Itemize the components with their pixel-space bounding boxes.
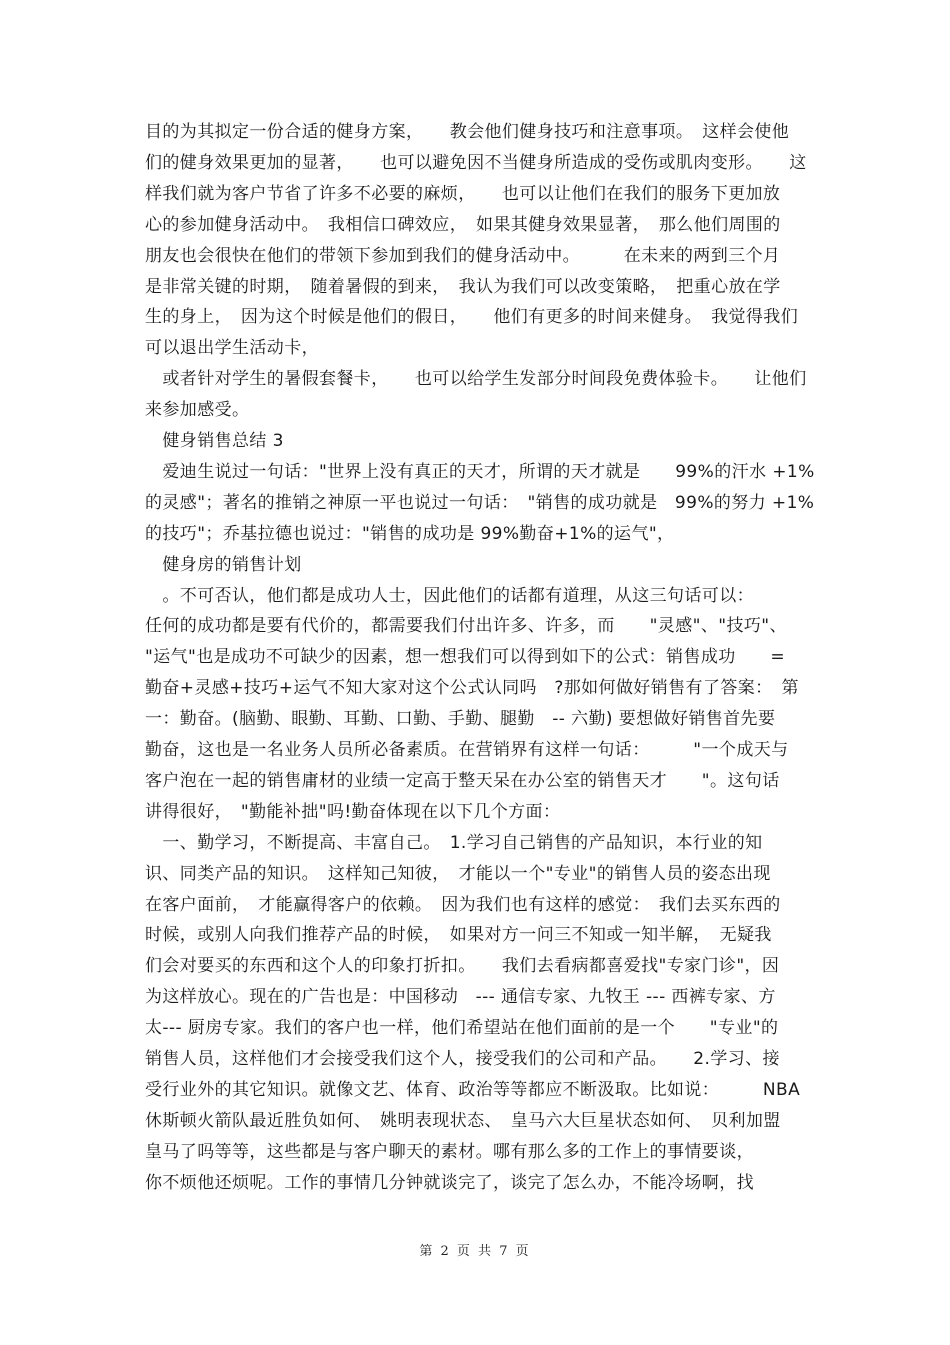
text-line: 勤奋，这也是一名业务人员所必备素质。在营销界有这样一句话： "一个成天与 (145, 740, 789, 760)
text-line: 健身房的销售计划 (145, 555, 302, 575)
text-line: 一：勤奋。(脑勤、眼勤、耳勤、口勤、手勤、腿勤 -- 六勤) 要想做好销售首先要 (145, 709, 776, 729)
text-line: 讲得很好， "勤能补拙"吗!勤奋体现在以下几个方面： (145, 802, 561, 822)
text-line: 。不可否认，他们都是成功人士，因此他们的话都有道理，从这三句话可以： (145, 586, 754, 606)
text-line: 勤奋+灵感+技巧+运气不知大家对这个公式认同吗 ?那如何做好销售有了答案： 第 (145, 678, 799, 698)
text-line: 时候，或别人向我们推荐产品的时候， 如果对方一问三不知或一知半解， 无疑我 (145, 925, 772, 945)
text-line: 朋友也会很快在他们的带领下参加到我们的健身活动中。 在未来的两到三个月 (145, 246, 781, 266)
text-line: "运气"也是成功不可缺少的因素，想一想我们可以得到如下的公式：销售成功 = (145, 647, 786, 667)
text-line: 健身销售总结 3 (145, 431, 284, 451)
text-line: 客户泡在一起的销售庸材的业绩一定高于整天呆在办公室的销售天才 "。这句话 (145, 771, 780, 791)
text-line: 心的参加健身活动中。 我相信口碑效应， 如果其健身效果显著， 那么他们周围的 (145, 215, 781, 235)
text-line: 在客户面前， 才能赢得客户的依赖。 因为我们也有这样的感觉： 我们去买东西的 (145, 895, 781, 915)
text-line: 可以退出学生活动卡， (145, 338, 319, 358)
text-line: 来参加感受。 (145, 400, 250, 420)
page-footer: 第 2 页 共 7 页 (419, 1244, 531, 1259)
text-line: 你不烦他还烦呢。工作的事情几分钟就谈完了，谈完了怎么办，不能冷场啊，找 (145, 1173, 754, 1193)
text-line: 们会对要买的东西和这个人的印象打折扣。 我们去看病都喜爱找"专家门诊"，因 (145, 956, 780, 976)
text-line: 爱迪生说过一句话："世界上没有真正的天才，所谓的天才就是 99%的汗水 +1% (145, 462, 815, 482)
text-line: 目的为其拟定一份合适的健身方案， 教会他们健身技巧和注意事项。 这样会使他 (145, 122, 790, 142)
text-line: 为这样放心。现在的广告也是：中国移动 --- 通信专家、九牧王 --- 西裤专家、方 (145, 987, 776, 1007)
text-line: 皇马了吗等等，这些都是与客户聊天的素材。哪有那么多的工作上的事情要谈， (145, 1142, 754, 1162)
text-line: 们的健身效果更加的显著， 也可以避免因不当健身所造成的受伤或肌肉变形。 这 (145, 153, 807, 173)
text-line: 或者针对学生的暑假套餐卡， 也可以给学生发部分时间段免费体验卡。 让他们 (145, 369, 807, 389)
text-line: 受行业外的其它知识。就像文艺、体育、政治等等都应不断汲取。比如说： NBA (145, 1080, 801, 1100)
text-line: 休斯顿火箭队最近胜负如何、 姚明表现状态、 皇马六大巨星状态如何、 贝利加盟 (145, 1111, 781, 1131)
text-line: 销售人员，这样他们才会接受我们这个人，接受我们的公司和产品。 2.学习、接 (145, 1049, 780, 1069)
text-line: 样我们就为客户节省了许多不必要的麻烦， 也可以让他们在我们的服务下更加放 (145, 184, 781, 204)
text-line: 的灵感"；著名的推销之神原一平也说过一句话： "销售的成功就是 99%的努力 +1% (145, 493, 815, 513)
text-line: 识、同类产品的知识。 这样知己知彼， 才能以一个"专业"的销售人员的姿态出现 (145, 864, 771, 884)
text-line: 任何的成功都是要有代价的，都需要我们付出许多、许多，而 "灵感"、"技巧"、 (145, 616, 787, 636)
text-line: 的技巧"；乔基拉德也说过："销售的成功是 99%勤奋+1%的运气"， (145, 524, 675, 544)
text-line: 太--- 厨房专家。我们的客户也一样，他们希望站在他们面前的是一个 "专业"的 (145, 1018, 779, 1038)
text-line: 生的身上， 因为这个时候是他们的假日， 他们有更多的时间来健身。 我觉得我们 (145, 307, 799, 327)
text-line: 是非常关键的时期， 随着暑假的到来， 我认为我们可以改变策略， 把重心放在学 (145, 277, 781, 297)
text-line: 一、勤学习，不断提高、丰富自己。 1.学习自己销售的产品知识，本行业的知 (145, 833, 763, 853)
